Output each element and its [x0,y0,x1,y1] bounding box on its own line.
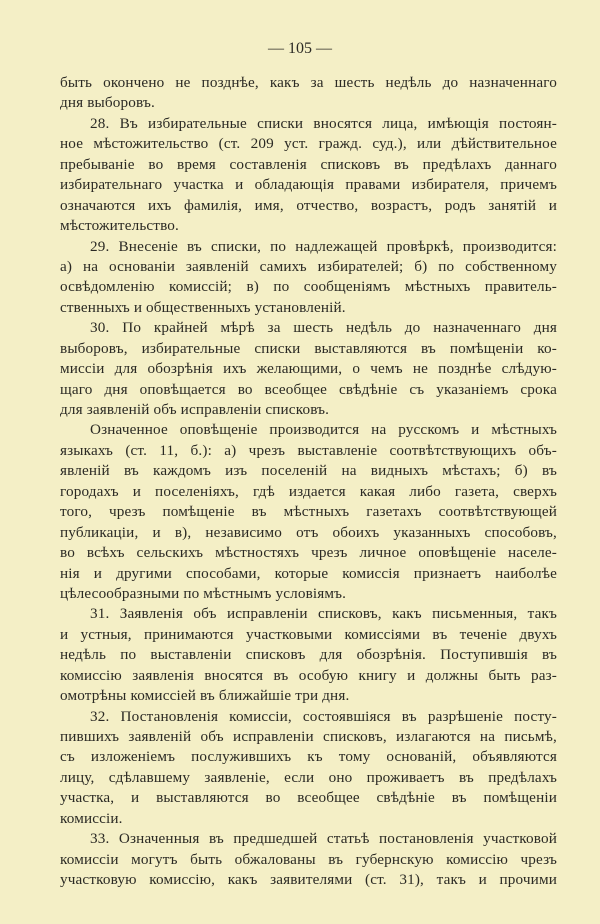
text-line: щаго дня оповѣщается во всеобщее свѣдѣніе съ указаніемъ срока [60,380,557,398]
text-line: пребываніе во время составленія списковъ въ предѣлахъ даннаго [60,155,557,173]
text-line: для заявленій объ исправленіи списковъ. [60,401,330,418]
text-line: освѣдомленію комиссій; в) по сообщеніямъ мѣстныхъ правитель- [60,278,557,296]
text-line: языкахъ (ст. 11, б.): а) чрезъ выставленіе соотвѣтствующихъ объ- [60,441,557,459]
paragraph [60,420,557,604]
paragraph [60,707,557,830]
text-line: 33. Означенныя въ предшедшей статьѣ постановленія участковой [90,830,557,848]
text-line: а) на основаніи заявленій самихъ избирателей; б) по собственному [60,257,557,275]
text-line: недѣль по выставленіи списковъ для обозрѣнія. Поступившія въ [60,646,557,664]
text-line: дня выборовъ. [60,94,155,112]
paragraph [60,829,557,890]
text-line: комиссіи могутъ быть обжалованы въ губернскую комиссію чрезъ [60,850,557,868]
text-line: мѣстожительство. [60,217,179,235]
text-line: ственныхъ и общественныхъ установленій. [60,298,346,316]
text-line: 28. Въ избирательные списки вносятся лица, имѣющія постоян- [90,114,557,132]
text-line: комиссіи. [60,809,123,827]
text-line: комиссію заявленія вносятся въ особую книгу и должны быть раз- [60,666,557,684]
text-line: Означенное оповѣщеніе производится на русскомъ и мѣстныхъ [90,421,557,439]
body-text [60,73,557,891]
text-line: пившихъ заявленій объ исправленіи списковъ, излагаются на письмѣ, [60,728,557,745]
page-number: — 105 — [268,40,332,57]
text-line: выборовъ, избирательные списки выставляются въ помѣщеніи ко- [60,339,557,357]
text-line: 30. По крайней мѣрѣ за шесть недѣль до назначеннаго дня [90,319,557,337]
text-line: съ изложеніемъ послужившихъ къ тому основаній, объявляются [60,748,557,766]
text-line: городахъ и поселеніяхъ, гдѣ издается какая либо газета, сверхъ [60,482,557,500]
text-line: 31. Заявленія объ исправленіи списковъ, какъ письменныя, такъ [90,605,557,623]
text-line: и устныя, принимаются участковыми комиссіями въ теченіе двухъ [60,625,557,643]
text-line: омотрѣны комиссіей въ ближайшіе три дня. [60,687,350,705]
paragraph [60,604,557,706]
text-line: участка, и выставляются во всеобщее свѣдѣніе въ помѣщеніи [60,789,557,807]
text-line: лицу, сдѣлавшему заявленіе, если оно проживаетъ въ предѣлахъ [60,768,557,786]
text-line: означаются ихъ фамилія, имя, отчество, возрастъ, родъ занятій и [60,196,557,214]
paragraph [60,73,557,114]
text-line: публикаціи, и в), независимо отъ обоихъ указанныхъ способовъ, [60,523,557,541]
text-line: ное мѣстожительство (ст. 209 уст. гражд. суд.), или дѣйствительное [60,135,557,153]
text-line: нія и другими способами, которые комиссія признаетъ наиболѣе [60,564,557,582]
paragraph [60,318,557,420]
text-line: 32. Постановленія комиссіи, состоявшіяся въ разрѣшеніе посту- [90,707,557,725]
text-line: миссіи для обозрѣнія ихъ желающими, о чемъ не позднѣе слѣдую- [60,360,557,378]
text-line: цѣлесообразными по мѣстнымъ условіямъ. [60,584,347,602]
paragraph [60,114,557,237]
text-line: быть окончено не позднѣе, какъ за шесть недѣль до назначеннаго [60,74,557,91]
text-line: избирательнаго участка и обладающія правами избирателя, причемъ [60,176,557,194]
text-line: участковую комиссію, какъ заявителями (ст. 31), такъ и прочими [60,871,557,889]
paragraph [60,237,557,319]
text-line: во всѣхъ сельскихъ мѣстностяхъ чрезъ личное оповѣщеніе населе- [60,544,557,562]
text-line: явленій въ каждомъ изъ поселеній на видныхъ мѣстахъ; б) въ [60,462,557,480]
text-line: того, чрезъ помѣщеніе въ мѣстныхъ газетахъ соотвѣтствующей [60,503,557,521]
text-line: 29. Внесеніе въ списки, по надлежащей провѣркѣ, производится: [90,237,557,255]
